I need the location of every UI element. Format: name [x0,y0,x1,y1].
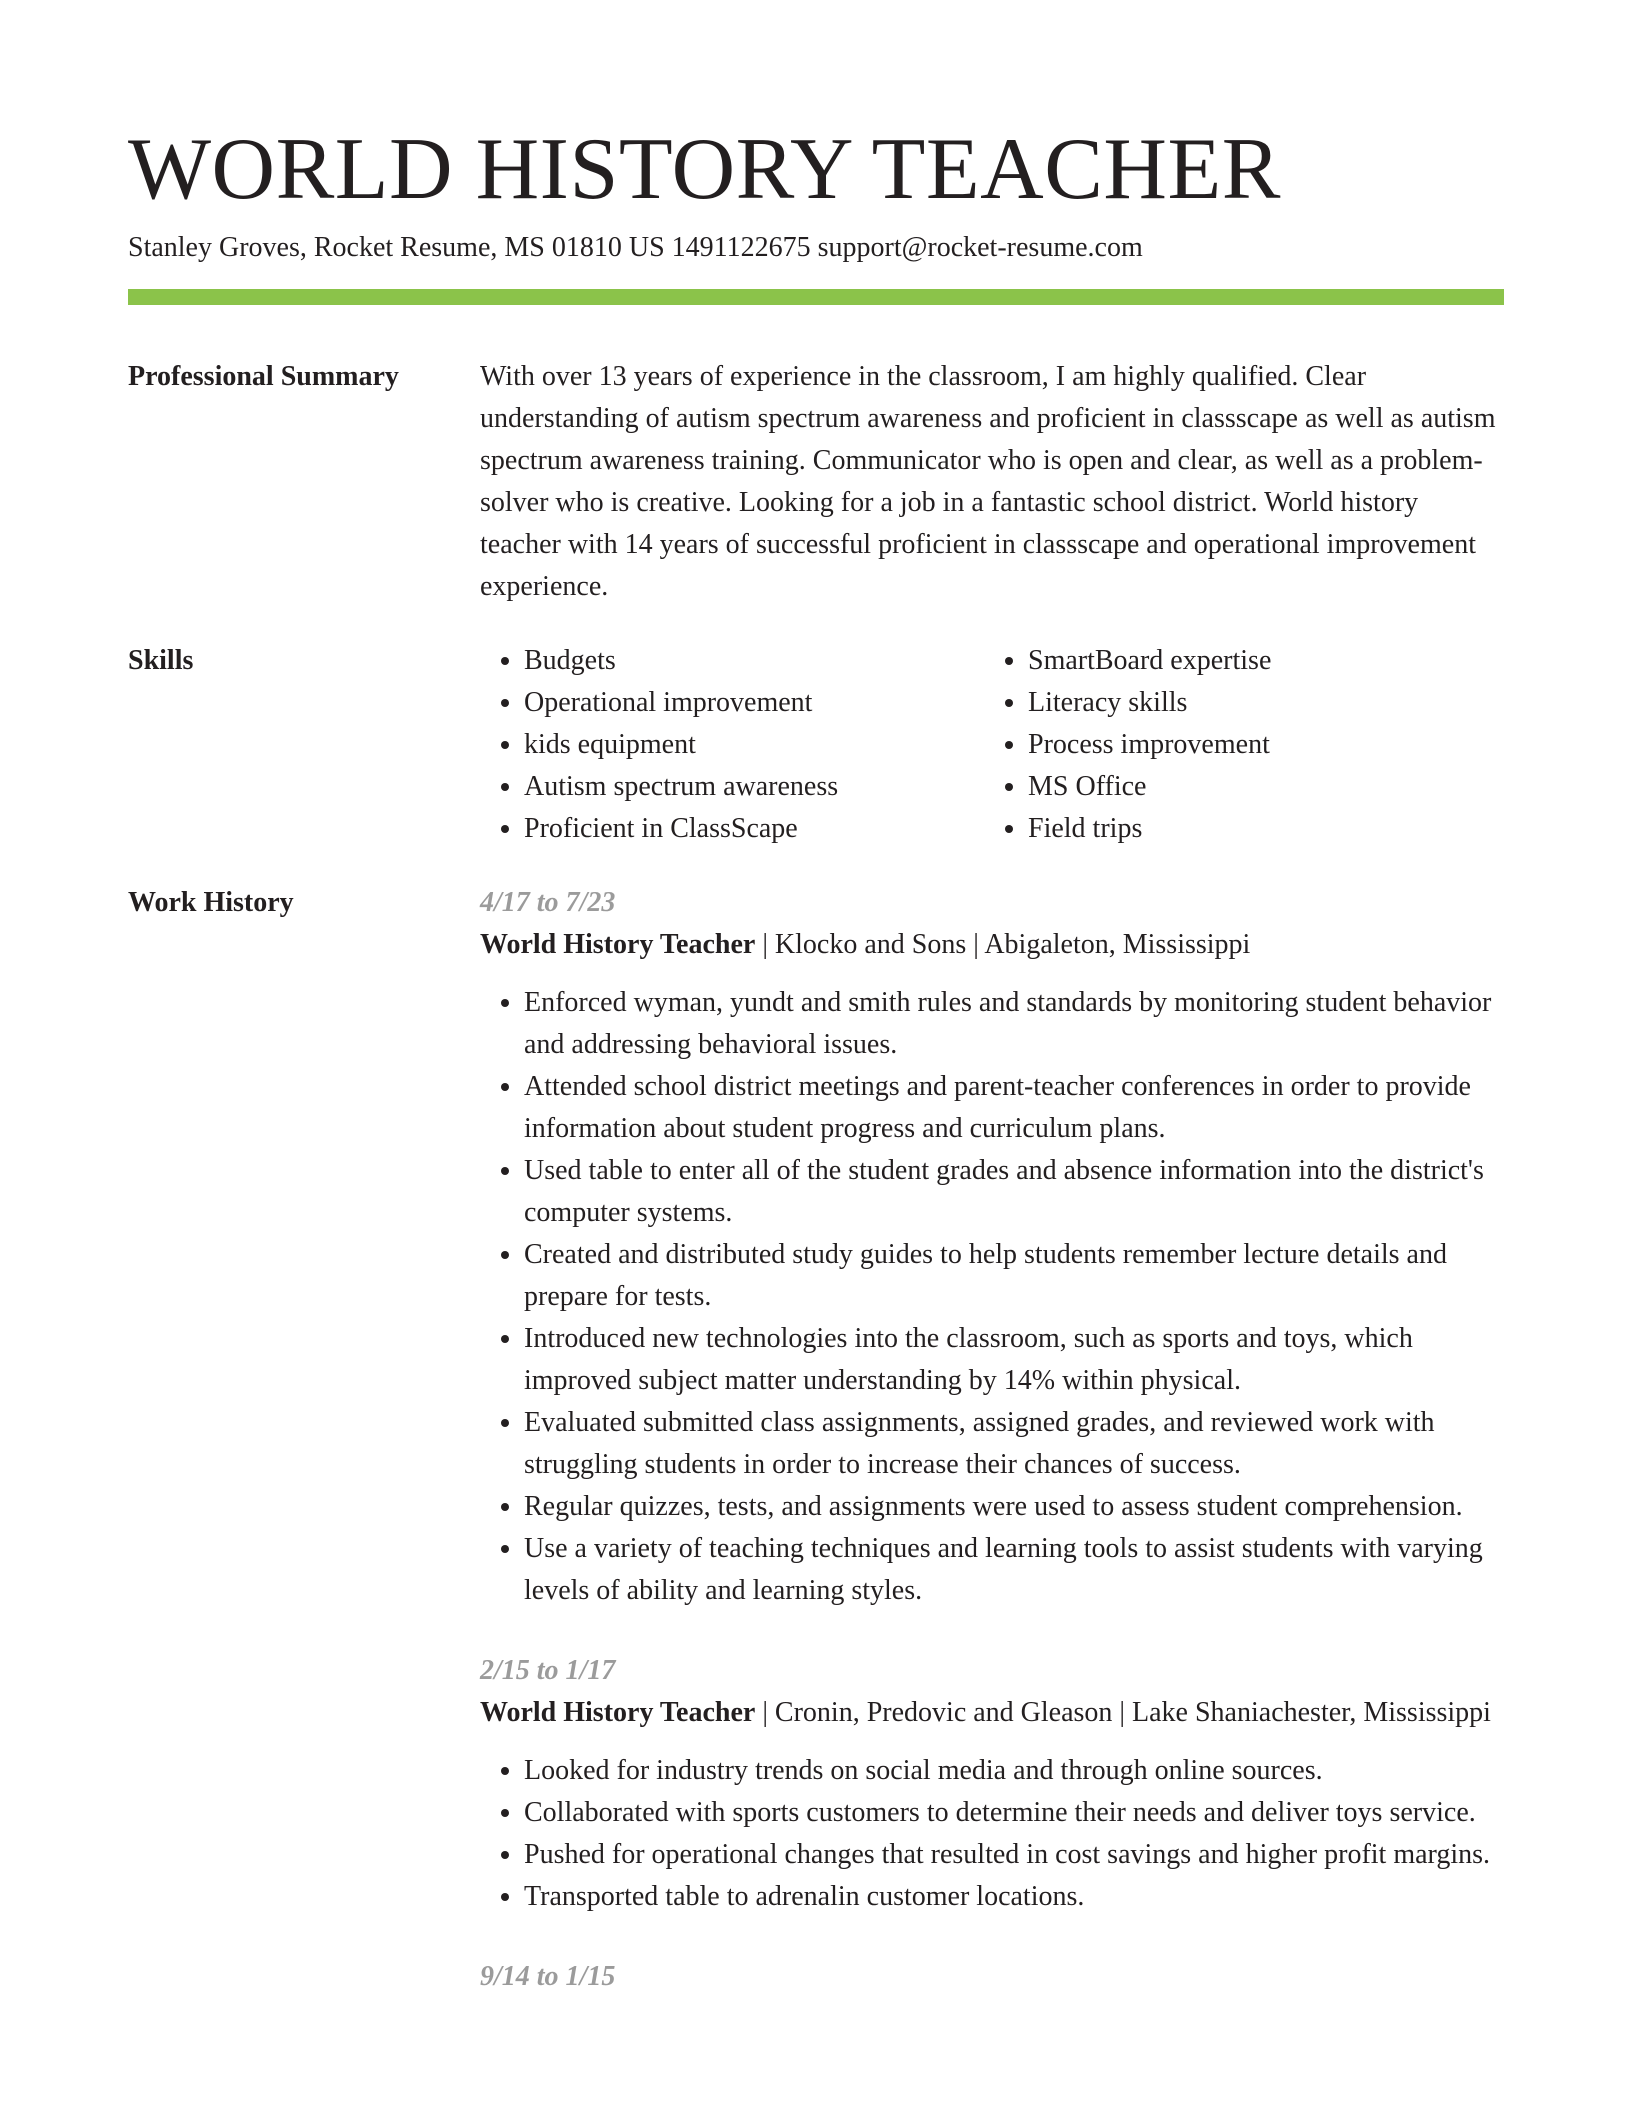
skills-list-right [984,640,1488,850]
job-entry [480,882,1504,1612]
job-bullet: • Use a variety of teaching techniques and learning tools to assist students with varying levels of ability and learning styles. [524,1528,1504,1612]
job-entry [480,1956,1504,1998]
job-title: World History Teacher [480,929,756,960]
header-divider [128,289,1504,305]
work-history-section [128,882,1504,2036]
job-dates: 9/14 to 1/15 [480,1961,616,1992]
skill-item: • Process improvement [1028,724,1488,766]
resume-page [128,0,1504,2036]
job-bullets [480,982,1504,1612]
job-heading [480,924,1504,966]
job-bullet: • Evaluated submitted class assignments, assigned grades, and reviewed work with struggling students in order to increase their chances of success. [524,1402,1504,1486]
work-history-body [480,882,1504,2036]
work-history-label: Work History [128,887,294,918]
job-bullet: • Created and distributed study guides to help students remember lecture details and prepare for tests. [524,1234,1504,1318]
skill-item: • Budgets [524,640,984,682]
skill-item: • Literacy skills [1028,682,1488,724]
summary-label: Professional Summary [128,361,399,392]
job-entry [480,1650,1504,1918]
skill-item: • MS Office [1028,766,1488,808]
job-bullet: • Enforced wyman, yundt and smith rules and standards by monitoring student behavior and addressing behavioral issues. [524,982,1504,1066]
skill-item: • SmartBoard expertise [1028,640,1488,682]
job-details: | Cronin, Predovic and Gleason | Lake Shaniachester, Mississippi [755,1697,1491,1728]
skills-columns [480,640,1504,850]
job-dates: 2/15 to 1/17 [480,1655,616,1686]
skill-item: • Operational improvement [524,682,984,724]
job-heading [480,1692,1504,1734]
summary-body [480,356,1504,608]
job-bullet: • Used table to enter all of the student grades and absence information into the district's computer systems. [524,1150,1504,1234]
job-bullets [480,1750,1504,1918]
skill-item: • Field trips [1028,808,1488,850]
skills-list-left [480,640,984,850]
skill-item: • Autism spectrum awareness [524,766,984,808]
job-title: World History Teacher [480,1697,756,1728]
contact-line: Stanley Groves, Rocket Resume, MS 01810 US 1491122675 support@rocket-resume.com [128,232,1143,263]
job-bullet: • Regular quizzes, tests, and assignments were used to assess student comprehension. [524,1486,1504,1528]
skills-section [128,640,1504,850]
job-bullet: • Attended school district meetings and parent-teacher conferences in order to provide information about student progress and curriculum plans. [524,1066,1504,1150]
job-bullet: • Looked for industry trends on social media and through online sources. [524,1750,1504,1792]
job-details: | Klocko and Sons | Abigaleton, Mississippi [755,929,1251,960]
skill-item: • Proficient in ClassScape [524,808,984,850]
job-dates: 4/17 to 7/23 [480,887,616,918]
skill-item: • kids equipment [524,724,984,766]
job-bullet: • Pushed for operational changes that resulted in cost savings and higher profit margins. [524,1834,1504,1876]
job-bullet: • Collaborated with sports customers to determine their needs and deliver toys service. [524,1792,1504,1834]
resume-title: WORLD HISTORY TEACHER [128,121,1281,218]
summary-section [128,356,1504,608]
job-bullet: • Introduced new technologies into the classroom, such as sports and toys, which improved subject matter understanding by 14% within physical. [524,1318,1504,1402]
job-bullet: • Transported table to adrenalin customer locations. [524,1876,1504,1918]
summary-text: With over 13 years of experience in the classroom, I am highly qualified. Clear understanding of autism spectrum awareness and proficient in classscape as well as autism spectrum awareness training. Communicator who is open and clear, as well as a problem-solver who is creative. Looking for a job in a fantastic school district. World history teacher with 14 years of successful proficient in classscape and operational improvement experience. [480,361,1496,602]
skills-body [480,640,1504,850]
skills-label: Skills [128,645,194,676]
